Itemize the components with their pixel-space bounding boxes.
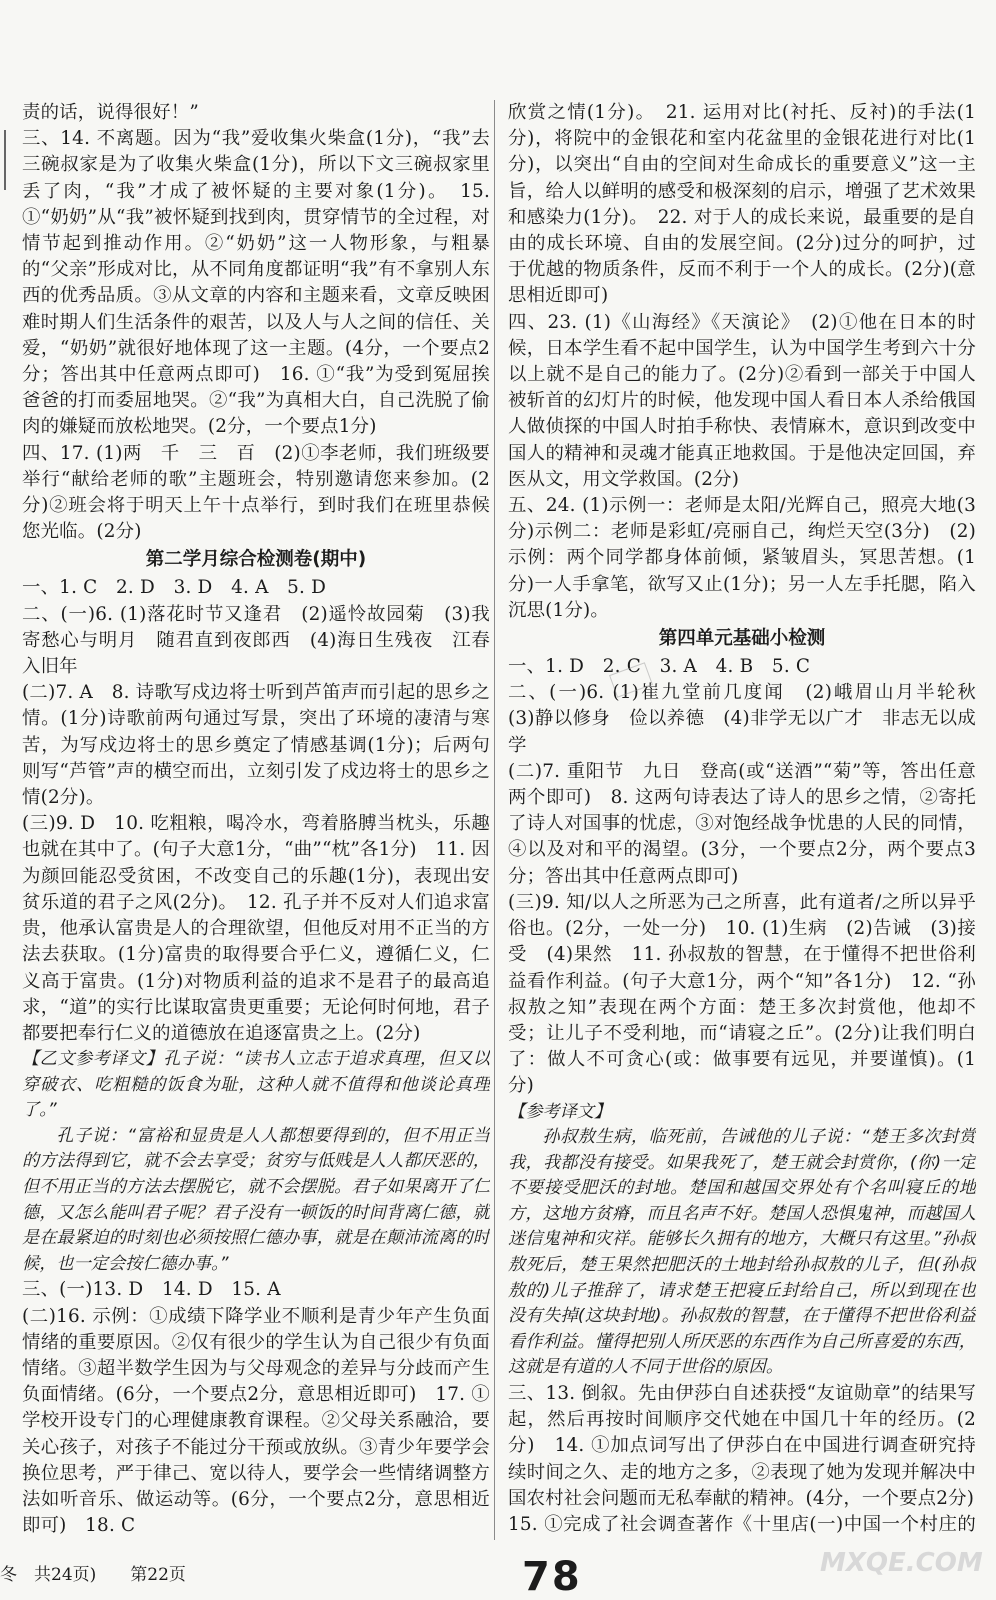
answer-paragraph: 四、17. (1)两 千 三 百 (2)①李老师，我们班级要举行“献给老师的歌”主题班会，特别邀请您来参加。(2分)②班会将于明天上午十点举行，到时我们在班里恭候您光临。(2分): [22, 442, 490, 543]
reference-translation: 【乙文参考译文】孔子说：“读书人立志于追求真理，但又以穿破衣、吃粗糙的饭食为耻，这种人就不值得和他谈论真理了。”: [22, 1049, 490, 1121]
column-divider: [494, 100, 495, 1540]
answer-paragraph: 责的话，说得很好！”: [22, 102, 199, 123]
answer-paragraph: 三、13. 倒叙。先由伊莎白自述获授“友谊勋章”的结果写起，然后再按时间顺序交代她在中国几十年的经历。(2分) 14. ①加点词写出了伊莎白在中国进行调查研究持续时间之久、走的地方之多，②表现了她为发现并解决中国农村社会问题而无私奉献的精神。(4分，一个要点2分): [508, 1383, 976, 1509]
answer-paragraph: 四、23. (1)《山海经》《天演论》 (2)①他在日本的时候，日本学生看不起中国学生，认为中国学生考到六十分以上就不是自己的能力了。(2分)②看到一部关于中国人被斩首的幻灯片的时候，他发现中国人看日本人杀给俄国人做侦探的中国人时拍手称快、表情麻木，意识到改变中国人的精神和灵魂才能真正地救国。于是他决定回国，弃医从文，用文学救国。(2分): [508, 311, 976, 490]
answer-paragraph: 一、1. D 2. C 3. A 4. B 5. C: [508, 656, 811, 678]
answer-paragraph: 三、14. 不离题。因为“我”爱收集火柴盒(1分)，“我”去三碗叔家是为了收集火柴盒(1分)，所以下文三碗叔家里丢了肉，“我”才成了被怀疑的主要对象(1分)。 15. ①“奶奶”从“我”被怀疑到找到肉，贯穿情节的全过程，对情节起到推动作用。②“奶奶”这一人物形象，与粗暴的“父亲”形成对比，从不同角度都证明“我”有不拿别人东西的优秀品质。③从文章的内容和主题来看，文章反映困难时期人们生活条件的艰苦，以及人与人之间的信任、关爱，“奶奶”就很好地体现了这一主题。(4分，一个要点2分；答出其中任意两点即可) 16. ①“我”为受到冤屈挨爸爸的打而委屈地哭。②“我”为真相大白，自己洗脱了偷肉的嫌疑而放松地哭。(2分，一个要点1分): [22, 128, 490, 438]
answer-paragraph: (三)9. 知/以人之所恶为己之所喜，此有道者/之所以异乎俗也。(2分，一处一分) 10. (1)生病 (2)告诫 (3)接受 (4)果然 11. 孙叔敖的智慧，在于懂得不把世俗利益看作利益。(句子大意1分，两个“知”各1分) 12. “孙叔敖之知”表现在两个方面：楚王多次封赏他，他却不受；让儿子不受利地，而“请寝之丘”。(2分)让我们明白了：做人不可贪心(或：做事要有远见，并要谨慎)。(1分): [508, 891, 976, 1097]
answer-paragraph: 一、1. C 2. D 3. D 4. A 5. D: [22, 577, 327, 599]
answer-paragraph: (三)9. D 10. 吃粗粮，喝冷水，弯着胳膊当枕头，乐趣也就在其中了。(句子大意1分，“曲”“枕”各1分) 11. 因为颜回能忍受贫困，不改变自己的乐趣(1分)，表现出安贫乐道的君子之风(2分)。 12. 孔子并不反对人们追求富贵，他承认富贵是人的合理欲望，但他反对用不正当的方法去获取。(1分)富贵的取得要合乎仁义，遵循仁义，仁义高于富贵。(1分)对物质利益的追求不是君子的最高追求，“道”的实行比谋取富贵更重要；无论何时何地，君子都要把奉行仁义的道德放在追逐富贵之上。(2分): [22, 813, 490, 1044]
left-column: [22, 100, 490, 1540]
reference-translation-paragraph: 孙叔敖生病，临死前，告诫他的儿子说：“楚王多次封赏我，我都没有接受。如果我死了，楚王就会封赏你，(你)一定不要接受肥沃的封地。楚国和越国交界处有个名叫寝丘的地方，这地方贫瘠，而且名声不好。楚国人恐惧鬼神，而越国人迷信鬼神和灾祥。能够长久拥有的地方，大概只有这里。”孙叔敖死后，楚王果然把肥沃的土地封给孙叔敖的儿子，但(孙叔敖的)儿子推辞了，请求楚王把寝丘封给自己，所以到现在也没有失掉(这块封地)。孙叔敖的智慧，在于懂得不把世俗利益看作利益。懂得把别人所厌恶的东西作为自己所喜爱的东西，这就是有道的人不同于世俗的原因。: [508, 1127, 976, 1378]
answer-paragraph: (二)7. A 8. 诗歌写戍边将士听到芦笛声而引起的思乡之情。(1分)诗歌前两句通过写景，突出了环境的凄清与寒苦，为写戍边将士的思乡奠定了情感基调(1分)；后两句则写“芦管”声的横空而出，立刻引发了戍边将士的思乡之情(2分)。: [22, 682, 490, 809]
reference-translation-paragraph: 孔子说：“富裕和显贵是人人都想要得到的，但不用正当的方法得到它，就不会去享受；贫穷与低贱是人人都厌恶的，但不用正当的方法去摆脱它，就不会摆脱。君子如果离开了仁德，又怎么能叫君子呢？君子没有一顿饭的时间背离仁德，就是在最紧迫的时刻也必须按照仁德办事，就是在颠沛流离的时候，也一定会按仁德办事。”: [22, 1125, 490, 1274]
answer-paragraph: 欣赏之情(1分)。 21. 运用对比(衬托、反衬)的手法(1分)，将院中的金银花和室内花盆里的金银花进行对比(1分)，以突出“自由的空间对生命成长的重要意义”这一主旨，给人以鲜明的感受和极深刻的启示，增强了艺术效果和感染力(1分)。 22. 对于人的成长来说，最重要的是自由的成长环境、自由的发展空间。(2分)过分的呵护，过于优越的物质条件，反而不利于一个人的成长。(2分)(意思相近即可): [508, 102, 976, 307]
section-heading: 第四单元基础小检测: [658, 628, 826, 650]
binding-mark: [4, 130, 14, 190]
page-number: 78: [522, 1554, 582, 1600]
section-heading: 第二学月综合检测卷(期中): [145, 549, 367, 571]
answer-paragraph: 15. ①完成了社会调查著作《十里店(一)中国一个村庄的: [508, 1514, 976, 1536]
answer-paragraph: 二、(一)6. (1)崔九堂前几度闻 (2)峨眉山月半轮秋 (3)静以修身 俭以养德 (4)非学无以广才 非志无以成学: [508, 682, 976, 756]
answer-paragraph: (二)16. 示例：①成绩下降学业不顺利是青少年产生负面情绪的重要原因。②仅有很少的学生认为自己很少有负面情绪。③超半数学生因为与父母观念的差异与分歧而产生负面情绪。(6分，一个要点2分，意思相近即可) 17. ①学校开设专门的心理健康教育课程。②父母关系融洽，要关心孩子，对孩子不能过分干预或放纵。③青少年要学会换位思考，严于律己、宽以待人，要学会一些情绪调整方法如听音乐、做运动等。(6分，一个要点2分，意思相近即可) 18. C: [22, 1305, 490, 1537]
right-column: [508, 100, 976, 1540]
answer-paragraph: [22, 1539, 490, 1540]
answer-paragraph: 三、(一)13. D 14. D 15. A: [22, 1279, 281, 1301]
answer-paragraph: 五、24. (1)示例一：老师是太阳/光辉自己，照亮大地(3分)示例二：老师是彩虹/亮丽自己，绚烂天空(3分) (2)示例：两个同学都身体前倾，紧皱眉头，冥思苦想。(1分)一人手拿笔，欲写又止(1分)；另一人左手托腮，陷入沉思(1分)。: [508, 495, 976, 621]
answer-paragraph: 二、(一)6. (1)落花时节又逢君 (2)遥怜故园菊 (3)我寄愁心与明月 随君直到夜郎西 (4)海日生残夜 江春入旧年: [22, 603, 490, 678]
footer-page-info: 冬 共24页) 第22页: [0, 1565, 186, 1585]
reference-translation: 【参考译文】: [508, 1101, 612, 1122]
answer-paragraph: (二)7. 重阳节 九日 登高(或“送酒”“菊”等，答出任意两个即可) 8. 这两句诗表达了诗人的思乡之情，②寄托了诗人对国事的忧虑，③对饱经战争忧患的人民的同情，④以及对和平的渴望。(3分，一个要点2分，两个要点3分；答出其中任意两点即可): [508, 760, 976, 887]
site-watermark-logo: MXQE.COM: [820, 1548, 983, 1578]
